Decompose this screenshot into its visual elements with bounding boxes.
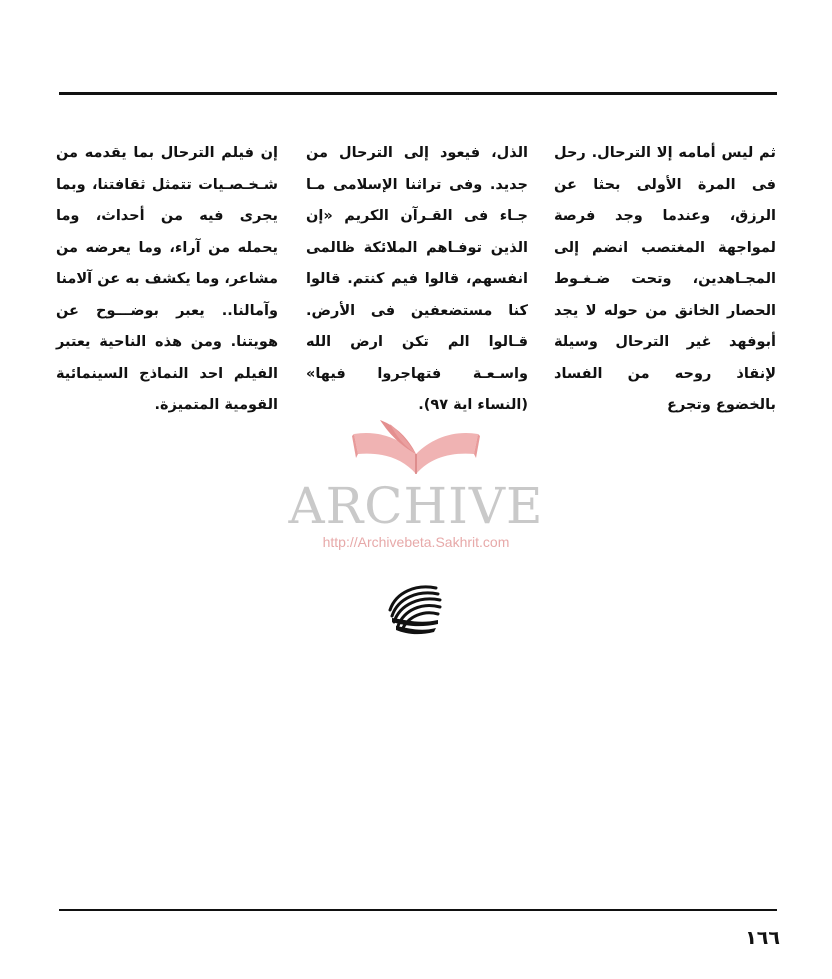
watermark-url: http://Archivebeta.Sakhrit.com — [322, 534, 510, 550]
column-middle-text: الذل، فيعود إلى الترحال من جديد. وفى تراثنا الإسلامى مـا جـاء فى القـرآن الكريم «إن الذين توفـاهم الملائكة ظالمى انفسهم، قالوا فيم كنتم. قالوا كنا مستضعفين فى الأرض. قـالوا الم تكن ارض الله واسـعـة فتهاجروا فيها» (النساء اية ٩٧). — [306, 145, 528, 413]
text-column-left — [56, 138, 278, 422]
open-book-icon — [350, 418, 482, 478]
text-column-middle — [306, 138, 528, 422]
swirl-ornament-icon — [386, 580, 444, 636]
column-right-text: ثم ليس أمامه إلا الترحال. رحل فى المرة الأولى بحثا عن الرزق، وعندما وجد فرصة لمواجهة المغتصب انضم إلى المجـاهدين، وتحت ضـغـوط الحصار الخانق من حوله لا يجد أبوفهد غير الترحال وسيلة لإنقاذ روحه من الفساد بالخضوع وتجرع — [554, 145, 776, 413]
text-column-right — [554, 138, 776, 422]
archive-watermark — [288, 418, 544, 558]
page-number: ١٦٦ — [745, 927, 780, 949]
column-left-text: إن فيلم الترحال بما يقدمه من شـخـصـيات تتمثل ثقافتنا، وبما يجرى فيه من أحداث، وما يحمله من آراء، وما يعرضه من مشاعر، وما يكشف به عن آلامنا وآمالنا.. يعبر بوضـــوح عن هويتنا. ومن هذه الناحية يعتبر الفيلم احد النماذج السينمائية القومية المتميزة. — [56, 145, 278, 413]
top-rule — [59, 92, 777, 95]
bottom-rule — [59, 909, 777, 911]
watermark-title: ARCHIVE — [288, 477, 544, 535]
